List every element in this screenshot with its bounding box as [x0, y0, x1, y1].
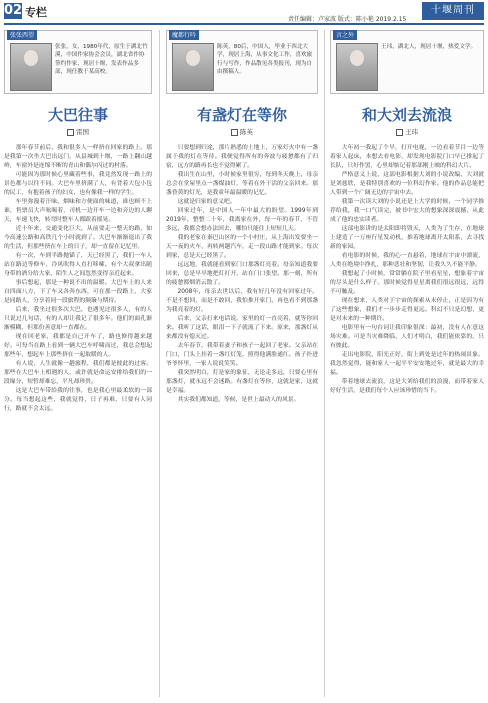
- author-bio-box: [330, 30, 484, 94]
- paragraph: 有一次，车到半路抛锚了，天已经黑了，我们一车人站在路边等修车，冷风吹得人直打哆嗦。有个大叔拿出随身带的酒分给大家，陌生人之间忽然变得亲近起来。: [4, 253, 152, 277]
- paragraph: 后来，我坐过很多次大巴，也遇见过很多人，有的人只说过几句话，有的人却让我记了很多年。他们的面孔渐渐模糊，但那份善意却一直都在。: [4, 307, 152, 331]
- article-byline: 王玮: [330, 127, 484, 136]
- page-number: 02: [4, 3, 23, 18]
- paragraph: 我出生在山里，小时候家里很穷，每到冬天晚上，母亲总会在堂屋里点一盏煤油灯，等着在外干活的父亲回来。那盏昏黄的灯光，是我童年最温暖的记忆。: [166, 172, 318, 196]
- article-title: 大巴往事: [47, 106, 108, 124]
- byline-box-icon: [67, 129, 74, 136]
- article-body: [166, 144, 318, 405]
- paragraph: 有人说，人生就像一趟旅程，我们都是彼此的过客。那些在大巴车上相遇的人，或许就是命运安排给我们的一段缘分，短暂却难忘，平凡却珍贵。: [4, 361, 152, 385]
- column-tag: 魔都行吟: [169, 30, 199, 40]
- article-body: [330, 144, 484, 396]
- paragraph: 去年春节，我带着妻子和孩子一起回了老家。父亲站在门口，门头上挂着一盏红灯笼，照得他满脸通红。孩子扑进爷爷怀里，一家人说说笑笑。: [166, 343, 318, 367]
- paragraph: 2008年，母亲去世以后，我有好几年没有回家过年。不是不想回，而是不敢回，我怕推开家门，再也看不到那盏为我亮着的灯。: [166, 289, 318, 313]
- article-body: [4, 144, 152, 414]
- author-bio: 张张，女，1980年代，原生于湖北竹溪，中国作家协会会员，湖北省作协签约作家，现居十堰，发表作品多部，现任教于某高校。: [55, 44, 148, 75]
- paragraph: 这是大巴车带给我的往事，也是我心里最柔软的一部分。每当想起这些，我就觉得，日子再难，只要有人同行，路就不会太远。: [4, 388, 152, 412]
- article-title: 和大刘去流浪: [361, 106, 452, 124]
- paragraph: 其实我们都知道，等候，是世上最动人的风景。: [177, 397, 300, 403]
- header-rule: [4, 23, 484, 25]
- paragraph: 现在回老家，我都是自己开车了，路也修得越来越好。可每当在路上看到一辆大巴车呼啸而过，我总会想起那些年，想起车上那些挤在一起取暖的人。: [4, 334, 152, 358]
- author-bio-box: [166, 30, 318, 94]
- page-header: [0, 0, 488, 24]
- paragraph: 现在想来，人类对于宇宙的探索从未停止，正是因为有了这些想象，我们才一步步走得更远。科幻不只是幻想，更是对未来的一种期许。: [330, 298, 484, 322]
- article-column-3: [330, 30, 484, 699]
- article-byline: 陈英: [166, 127, 318, 136]
- paragraph: 我的老家在秦巴山区的一个小村庄，从上海出发要坐一天一夜的火车，再转两趟汽车，走一段山路才能到家。每次到家，总是天已经黑了。: [166, 235, 318, 259]
- paragraph: 回家过年，是中国人一年中最大的盼望。1999年到2019年，整整二十年，我离家在外，每一年的春节，不管多远，我都会想办法回去，哪怕只能住上短短几天。: [166, 208, 318, 232]
- paragraph: 后来，父亲打来电话说，家里的灯一直亮着，就等你回来。我听了这话，眼泪一下子就流了下来。原来，那盏灯从来都没有熄灭过。: [166, 316, 318, 340]
- paragraph: 只要想到归途，那片熟悉的土地上，万家灯火中有一盏属于我的灯在等待。我便觉得所有的奔波与疲惫都有了归宿，远方的路再长也不觉得累了。: [166, 145, 318, 169]
- paragraph: 我突然明白，灯是家的象征，无论走多远，只要心里有那盏灯，就永远不会迷路。有盏灯在等你，这就是家，这就是幸福。: [166, 370, 318, 394]
- paragraph: 走出电影院，阳光正好，街上到处是过年的热闹景象。我忽然觉得，能和家人一起平平安安地过年，就是最大的幸福。: [330, 352, 484, 376]
- author-bio: 王玮，湖北人，现居十堰，热爱文学。: [381, 44, 477, 50]
- paragraph: 事后想起，那是一种说不出的温暖。大巴车上的人来自四面八方，下了车又各奔东西，可在那一段路上，大家是同路人，分享着同一段旅程的颠簸与期待。: [4, 280, 152, 304]
- author-portrait: [10, 43, 52, 91]
- article-column-2: [166, 30, 318, 699]
- byline-box-icon: [396, 129, 403, 136]
- paragraph: 看电影的时候，我的心一直悬着，地球在宇宙中漂流，人类在绝境中挣扎，那种悲壮和坚韧，让我久久不能平静。: [330, 253, 484, 268]
- paragraph: 我第一次读大刘的小说还是上大学的时候，一个同学推荐给我，我一口气读完，被书中宏大的想象深深震撼，从此成了他的忠实读者。: [330, 199, 484, 223]
- paragraph: 近十年来，交通变化巨大，从前要走一整天的路，如今高速公路和高铁几个小时就到了。大巴车渐渐退出了我的生活，但那些挤在车上的日子，却一直留在记忆里。: [4, 226, 152, 250]
- paragraph: 这就是归家的意义吧。: [177, 199, 236, 205]
- paragraph: 这部电影讲的是太阳即将毁灭，人类为了生存，在地球上建造了一万座行星发动机，推着地球离开太阳系，去寻找新的家园。: [330, 226, 484, 250]
- column-tag: 言之外: [333, 30, 357, 40]
- paragraph: 带着地球去流浪，这是大刘给我们的浪漫，而带着家人好好生活，是我们每个人应该珍惜的当下。: [330, 379, 484, 394]
- paragraph: 车里弥漫着汗味、烟味和方便面的味道，谁也顾不上谁，售票员大声吆喝着，司机一边开车一边和旁边的人聊天，车速飞快，转弯时整车人都跟着摇晃。: [4, 199, 152, 223]
- article-byline: 雷国: [4, 127, 152, 136]
- author-bio: 陈英，80后，中国人，毕业于西北大学，现居上海，从事文化工作，喜欢旅行与写作，作品散见各类报刊，现为自由撰稿人。: [217, 44, 313, 75]
- byline-box-icon: [231, 129, 238, 136]
- paragraph: 大年初一我起了个早，打开电视，一边看着节目一边等着家人起床，本想去看电影，却发现电影院门口早已排起了长队，只好作罢，心里却惦记着那部刚上映的科幻大片。: [330, 145, 484, 169]
- column-divider: [159, 30, 160, 697]
- paragraph: 我想起了小时候，常常躺在院子里看星星，想象着宇宙的尽头是什么样子。那时候觉得星星离我们很远很远，远得不可触及。: [330, 271, 484, 295]
- masthead-logo: 十堰周刊: [422, 2, 484, 20]
- column-tag: 张张西望: [7, 30, 37, 40]
- section-name: 专栏: [25, 6, 47, 19]
- paragraph: 电影里有一句台词让我印象很深：最初，没有人在意这场灾难。可是当灾难降临，人们才明白，我们能依靠的，只有彼此。: [330, 325, 484, 349]
- paragraph: 那年春节前后，我和很多人一样挤在回家的路上。那是我第一次坐大巴出远门，从县城到十堰，一路上翻山越岭，车窗外是连绵不断的青山和偶尔闪过的村落。: [4, 145, 152, 169]
- author-portrait: [172, 43, 214, 91]
- paragraph: 可能因为那时候心里藏着些事，我竟然发现一路上的景色都与以往不同。大巴车里挤满了人，有背着大包小包的民工，有抱着孩子的妇女，也有像我一样的学生。: [4, 172, 152, 196]
- column-divider: [324, 30, 325, 697]
- editor-credits: 责任编辑：卢家波 版式：陈小艳 2019.2.15: [288, 16, 407, 23]
- article-column-1: [4, 30, 152, 699]
- paragraph: 远远地，我就能看到家门口那盏灯亮着。母亲知道我要回来，总是早早地把灯打开，站在门口张望。那一刻，所有的疲惫都烟消云散了。: [166, 262, 318, 286]
- paragraph: 严格意义上说，这部电影根据大刘的小说改编，大刘就是刘慈欣，是我特别喜欢的一位科幻作家。他的作品总能把人带到一个广阔无边的宇宙中去。: [330, 172, 484, 196]
- article-title: 有盏灯在等你: [196, 106, 287, 124]
- author-portrait: [336, 43, 378, 91]
- author-bio-box: [4, 30, 152, 94]
